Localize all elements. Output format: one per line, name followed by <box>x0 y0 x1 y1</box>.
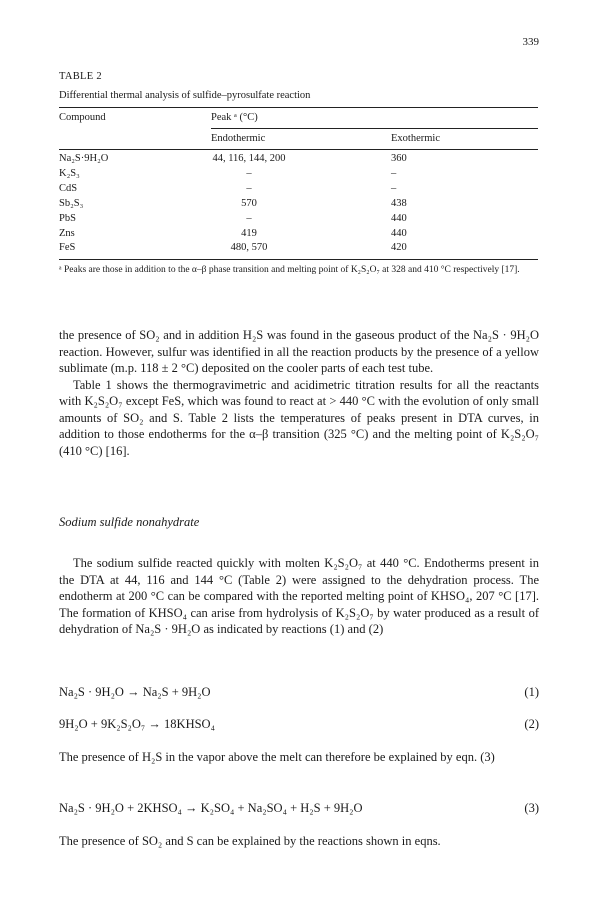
cell-exothermic: – <box>391 182 397 194</box>
equation-expression: 9H₂O + 9K₂S₂O₇ → 18KHSO₄ <box>59 717 215 731</box>
cell-endothermic: 419 <box>241 227 257 239</box>
cell-endothermic: 570 <box>241 197 257 209</box>
header-compound: Compound <box>59 112 106 123</box>
body-text-eq3-intro <box>59 749 539 766</box>
cell-exothermic: 440 <box>391 227 407 239</box>
page-number: 339 <box>522 36 539 48</box>
table-sub-rule <box>211 128 538 129</box>
table-header-rule <box>59 149 538 150</box>
paragraph: Table 1 shows the thermogravimetric and acidimetric titration results for all the reactants with K₂S₂O₇ except FeS, which was found to react at > 440 °C with the evolution of only small amounts of SO₂ and S. Table 2 lists the temperatures of peaks present in DTA curves, in addition to those endotherms for the α–β transition (325 °C) and the melting point of K₂S₂O₇ (410 °C) [16]. <box>59 377 539 458</box>
body-text-section <box>59 555 539 638</box>
cell-endothermic: – <box>246 167 252 179</box>
cell-compound: Zns <box>59 227 75 239</box>
cell-exothermic: – <box>391 167 397 179</box>
table-top-rule <box>59 107 538 108</box>
table-footnote: ᵃ Peaks are those in addition to the α–β phase transition and melting point of K₂S₂O₇ at 328 and 410 °C respectively [17]. <box>59 265 520 275</box>
section-heading: Sodium sulfide nonahydrate <box>59 515 200 529</box>
cell-endothermic: – <box>246 182 252 194</box>
header-endothermic: Endothermic <box>211 133 266 144</box>
cell-endothermic: 44, 116, 144, 200 <box>212 153 286 164</box>
cell-exothermic: 440 <box>391 212 407 224</box>
paragraph: The presence of H₂S in the vapor above the melt can therefore be explained by eqn. (3) <box>59 750 495 764</box>
cell-endothermic: 480, 570 <box>230 242 268 254</box>
cell-endothermic: – <box>246 212 252 224</box>
paragraph: The sodium sulfide reacted quickly with molten K₂S₂O₇ at 440 °C. Endotherms present in the DTA at 44, 116 and 144 °C (Table 2) were assigned to the dehydration process. The endotherm at 200 °C can be compared with the reported melting point of KHSO₄, 207 °C [17]. The formation of KHSO₄ can arise from hydrolysis of K₂S₂O₇ by water produced as a result of dehydration of Na₂S · 9H₂O as indicated by reactions (1) and (2) <box>59 556 539 636</box>
equation-expression: Na₂S · 9H₂O + 2KHSO₄ → K₂SO₄ + Na₂SO₄ + H₂S + 9H₂O <box>59 801 363 815</box>
table-bottom-rule <box>59 259 538 260</box>
table-title: TABLE 2 <box>59 71 102 82</box>
cell-exothermic: 420 <box>391 242 407 254</box>
cell-exothermic: 360 <box>391 153 407 164</box>
cell-compound: Sb₂S₃ <box>59 197 84 209</box>
cell-compound: Na₂S·9H₂O <box>59 153 109 164</box>
cell-compound: CdS <box>59 182 78 194</box>
header-peak: Peak ᵃ (°C) <box>211 112 258 123</box>
cell-compound: K₂S₃ <box>59 167 80 179</box>
equation-number: (1) <box>524 685 539 699</box>
body-text-top <box>59 327 539 459</box>
equation-expression: Na₂S · 9H₂O → Na₂S + 9H₂O <box>59 685 211 699</box>
header-exothermic: Exothermic <box>391 133 440 144</box>
body-text-last <box>59 833 539 850</box>
equation-number: (3) <box>524 801 539 815</box>
paragraph: the presence of SO₂ and in addition H₂S was found in the gaseous product of the Na₂S · 9H₂O reaction. However, sulfur was identified in all the reaction products by the presence of a yellow sublimate (m.p. 118 ± 2 °C) deposited on the cooler parts of each test tube. <box>59 328 539 375</box>
cell-compound: FeS <box>59 242 76 254</box>
paragraph: The presence of SO₂ and S can be explained by the reactions shown in eqns. <box>59 834 441 848</box>
table-caption: Differential thermal analysis of sulfide–pyrosulfate reaction <box>59 90 311 101</box>
cell-compound: PbS <box>59 212 76 224</box>
equation-number: (2) <box>524 717 539 731</box>
cell-exothermic: 438 <box>391 197 407 209</box>
